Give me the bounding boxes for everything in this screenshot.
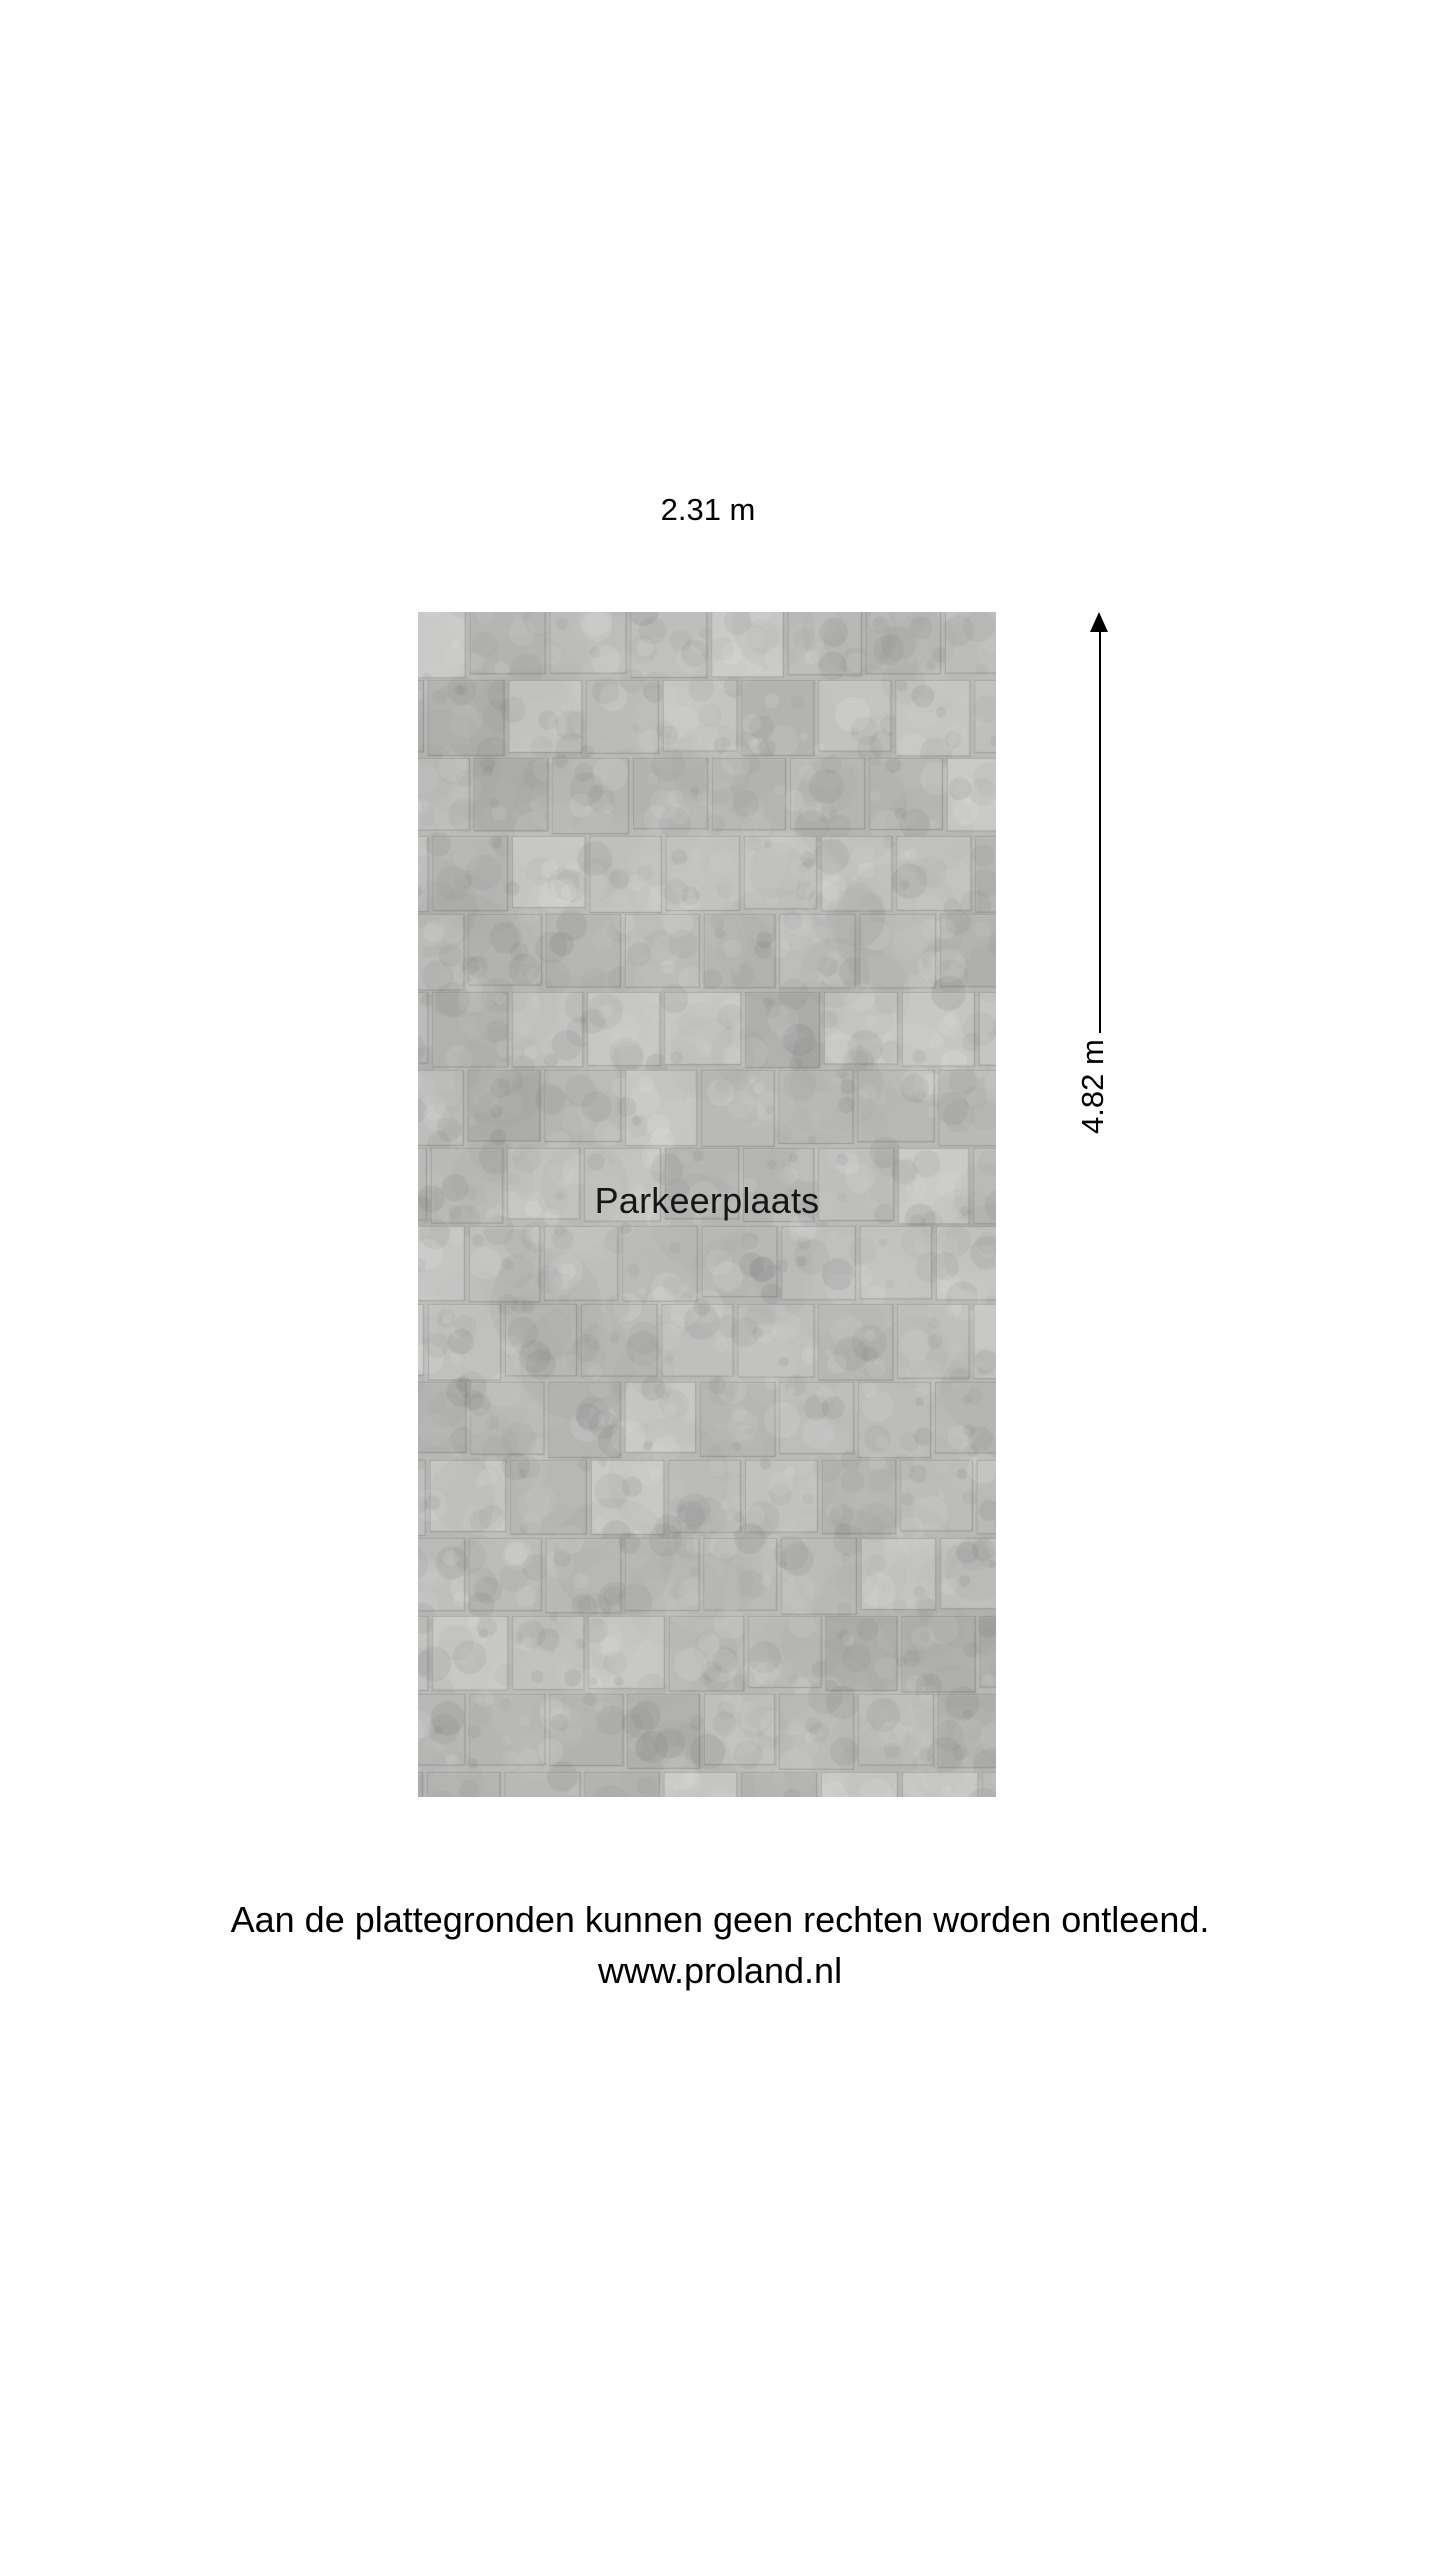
website-text: www.proland.nl <box>597 1950 843 1991</box>
width-dimension <box>418 490 998 530</box>
footer <box>0 1895 1440 1997</box>
width-dimension-label-wrap <box>418 490 998 530</box>
disclaimer-text: Aan de plattegronden kunnen geen rechten worden ontleend. <box>230 1899 1210 1940</box>
height-dimension-label: 4.82 m <box>1075 1033 1111 1140</box>
room-label: Parkeerplaats <box>594 1180 820 1221</box>
arrow-up-icon <box>1090 612 1108 632</box>
width-dimension-label: 2.31 m <box>643 492 774 527</box>
height-dimension-line <box>1099 616 1101 1104</box>
